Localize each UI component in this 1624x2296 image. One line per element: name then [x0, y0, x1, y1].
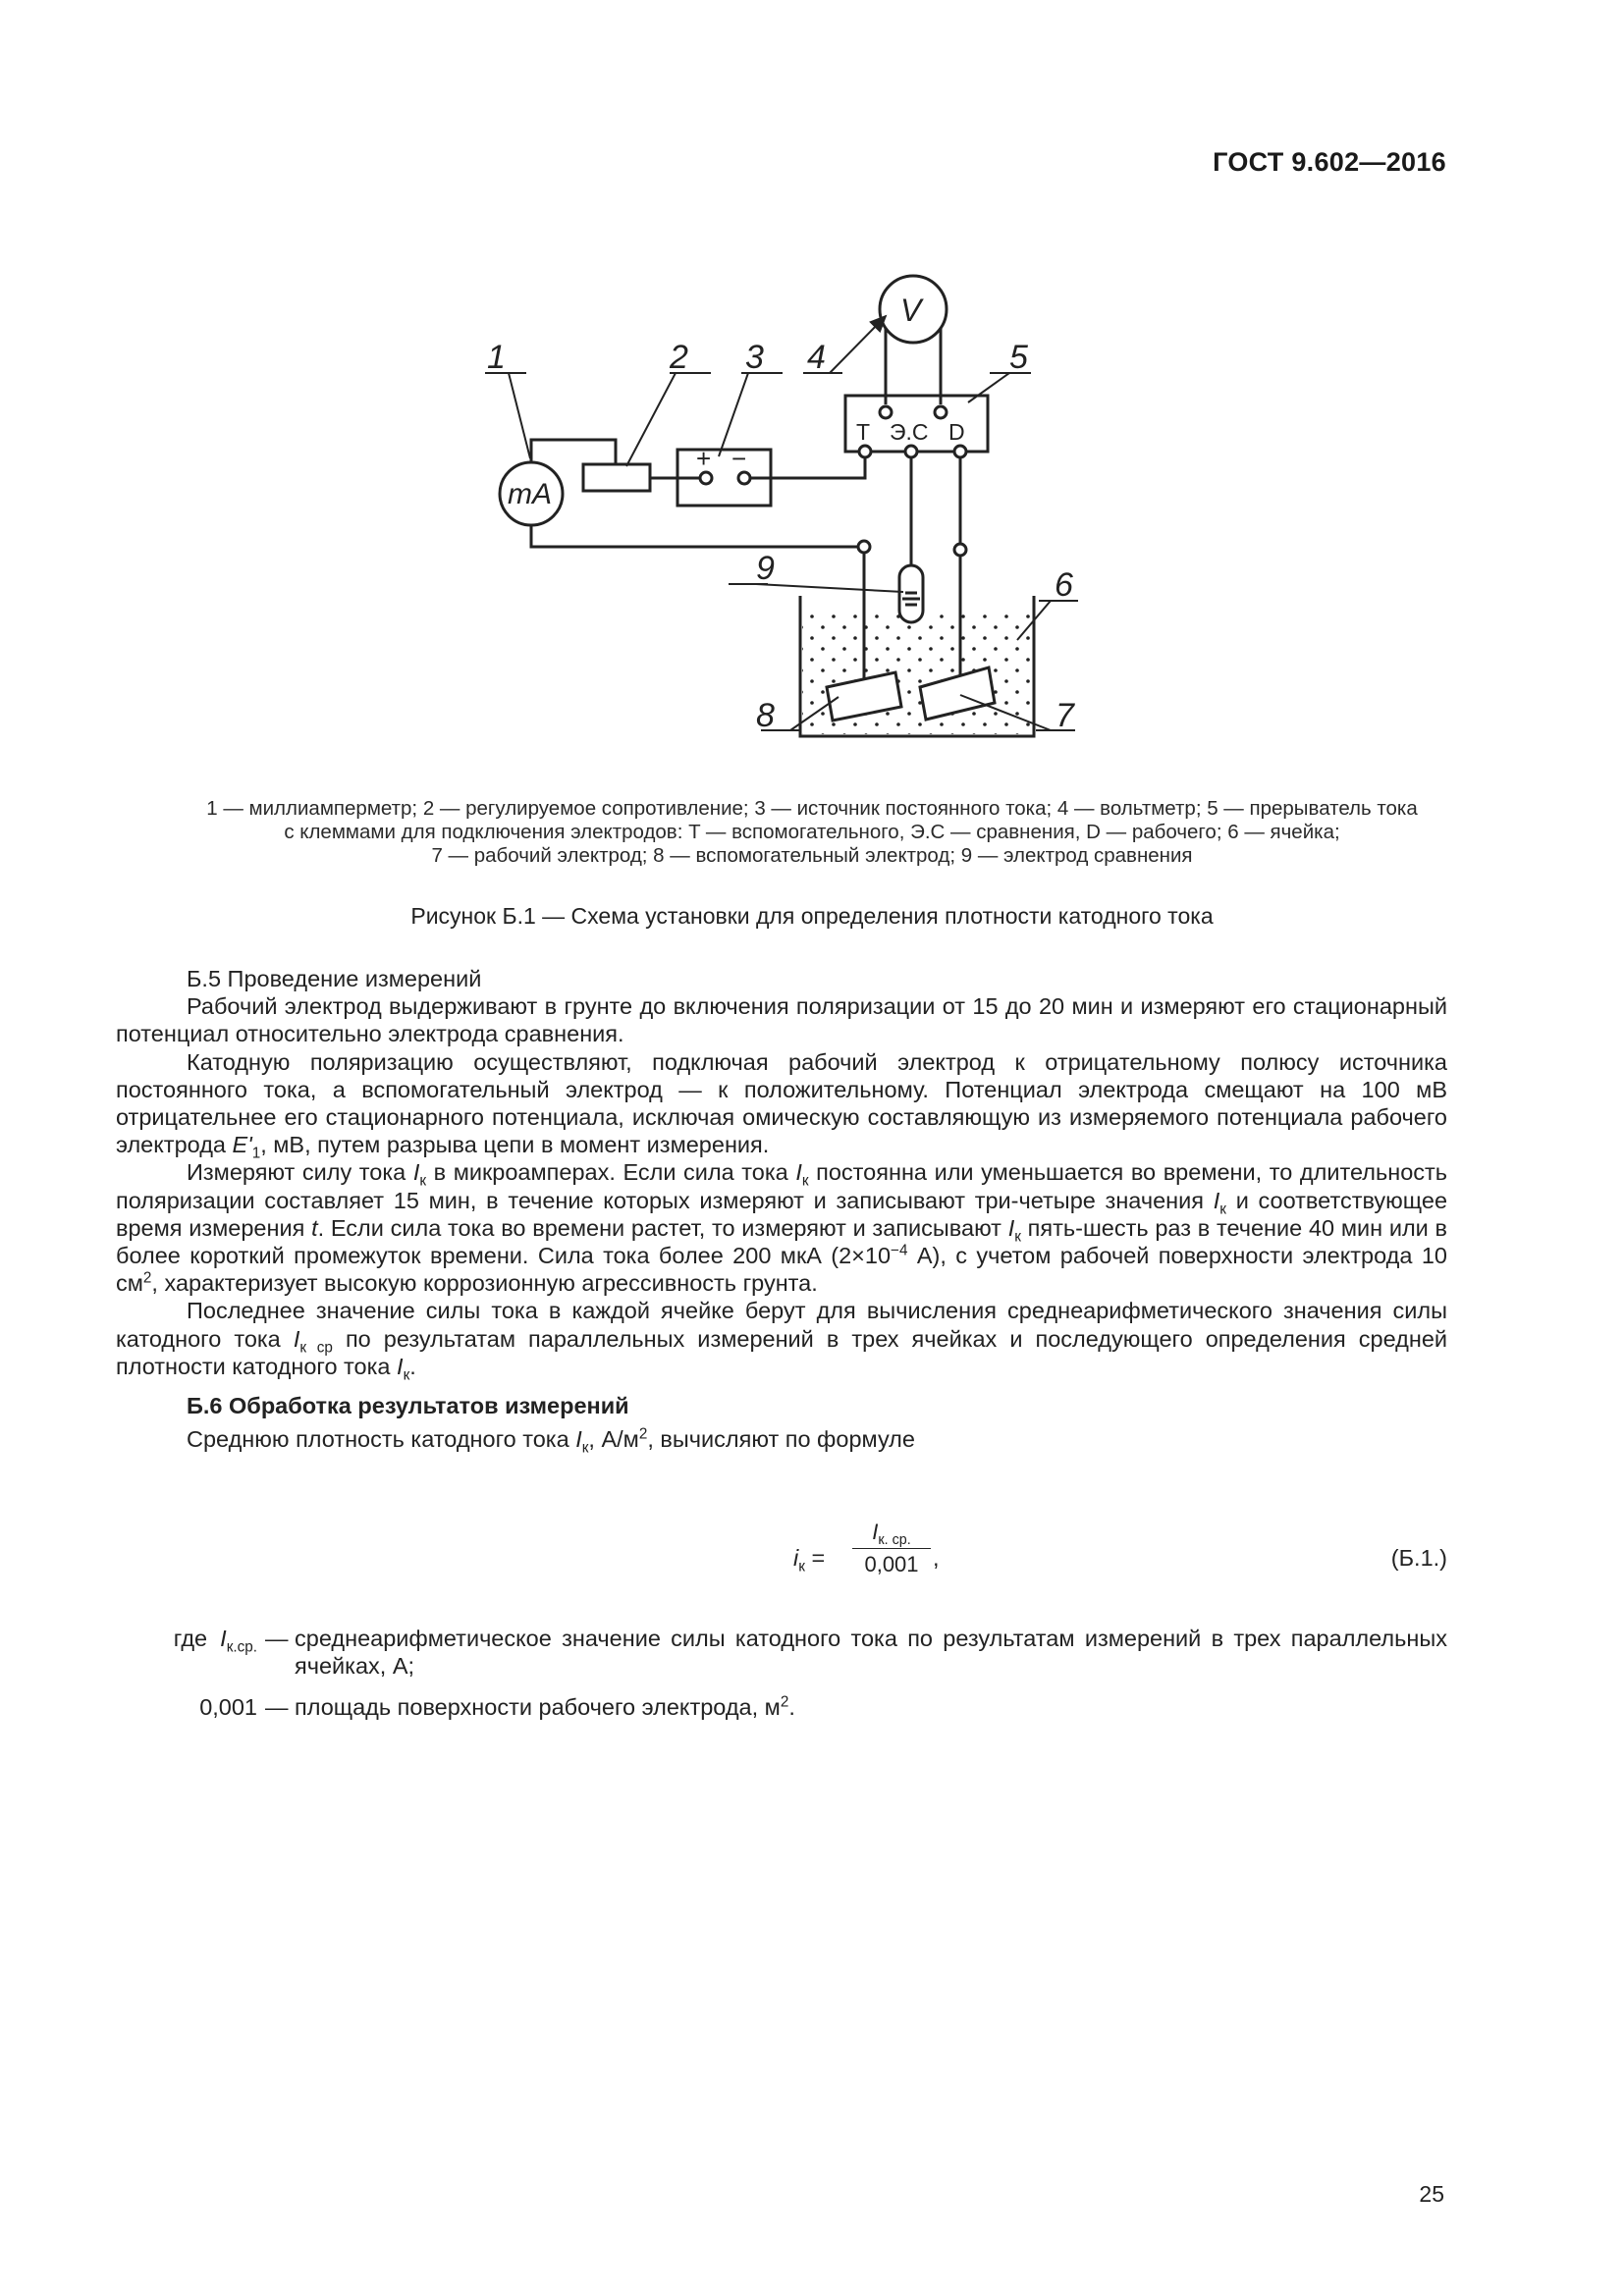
figure-label-1: 1: [487, 339, 506, 376]
paragraph-3: Измеряют силу тока $I_к$ в микроамперах. Если сила тока $I_к$ постоянна или уменьшается во времени, то длительность поляризации составляет 15 мин, в течение которых измеряют и записывают три-четыре значения $I_к$ и соответствующее время измерения t. Если сила тока во времени растет, то измеряют и записывают $I_к$ пять-шесть раз в течение 40 мин или в более короткий промежуток времени. Сила тока более 200 мкА ($2\times 10^{-4}$ А), с учетом рабочей поверхности электрода 10 $см^2$, характеризует высокую коррозионную агрессивность грунта.: [116, 1159, 1448, 1297]
terminal-ec: Э.С: [890, 419, 929, 445]
section-b5-heading: Б.5 Проведение измерений: [187, 966, 482, 991]
battery-plus: +: [696, 444, 712, 473]
figure-label-9: 9: [756, 550, 775, 587]
where-row-2: 0,001 — площадь поверхности рабочего электрода, $м^2$.: [199, 1694, 795, 1721]
figure-label-4: 4: [807, 339, 826, 376]
terminal-d: D: [948, 419, 965, 445]
figure-label-8: 8: [756, 697, 775, 734]
circuit-diagram: [461, 265, 1110, 756]
formula-fraction: $I_{к. ср.}$ 0,001: [852, 1520, 931, 1577]
paragraph-2: Катодную поляризацию осуществляют, подключая рабочий электрод к отрицательному полюсу источника постоянного тока, а вспомогательный электрод — к положительному. Потенциал электрода смещают на 100 мВ отрицательнее его стационарного потенциала, исключая омическую составляющую из измеряемого потенциала рабочего электрода $E'_1$, мВ, путем разрыва цепи в момент измерения.: [116, 1048, 1447, 1162]
paragraph-4: Последнее значение силы тока в каждой ячейке берут для вычисления среднеарифметического значения силы катодного тока $I_{к ср}$ по результатам параллельных измерений в трех ячейках и последующего определения средней плотности катодного тока $I_к$.: [116, 1298, 1448, 1384]
document-header: ГОСТ 9.602—2016: [1213, 147, 1446, 177]
figure-label-3: 3: [745, 339, 764, 376]
body-text: [116, 965, 1448, 1457]
terminal-t: T: [856, 419, 871, 445]
figure-caption: Рисунок Б.1 — Схема установки для определения плотности катодного тока: [410, 903, 1214, 929]
voltmeter-letter: V: [900, 293, 922, 328]
legend-line-2: с клеммами для подключения электродов: T — вспомогательного, Э.С — сравнения, D — рабочего; 6 — ячейка;: [284, 821, 1340, 843]
figure-label-2: 2: [670, 339, 688, 376]
section-b6-heading: Б.6 Обработка результатов измерений: [187, 1393, 629, 1419]
paragraph-1: Рабочий электрод выдерживают в грунте до включения поляризации от 15 до 20 мин и измеряют его стационарный потенциал относительно электрода сравнения.: [116, 993, 1447, 1047]
legend-line-3: 7 — рабочий электрод; 8 — вспомогательный электрод; 9 — электрод сравнения: [431, 844, 1193, 867]
formula-intro: Среднюю плотность катодного тока $I_к$, $А/м^2$, вычисляют по формуле: [187, 1425, 915, 1457]
where-row-1: где $I_{к.ср.}$ — среднеарифметическое значение силы катодного тока по результатам измерений в трех параллельных ячейках, А;: [173, 1626, 1447, 1680]
ammeter-letters: mA: [508, 478, 552, 510]
legend-line-1: 1 — миллиамперметр; 2 — регулируемое сопротивление; 3 — источник постоянного тока; 4 — вольтметр; 5 — прерыватель тока: [206, 797, 1418, 820]
where-clause: [116, 1625, 1447, 1735]
figure-legend: [108, 797, 1516, 868]
figure-label-5: 5: [1009, 339, 1028, 376]
battery-minus: −: [731, 444, 747, 473]
figure-label-7: 7: [1056, 697, 1074, 734]
figure-label-6: 6: [1055, 566, 1073, 604]
formula-block: $i_к$ = $I_{к. ср.}$ 0,001 , (Б.1.): [793, 1520, 1447, 1576]
page-number: 25: [1419, 2181, 1444, 2207]
equation-number: (Б.1.): [1390, 1545, 1447, 1571]
